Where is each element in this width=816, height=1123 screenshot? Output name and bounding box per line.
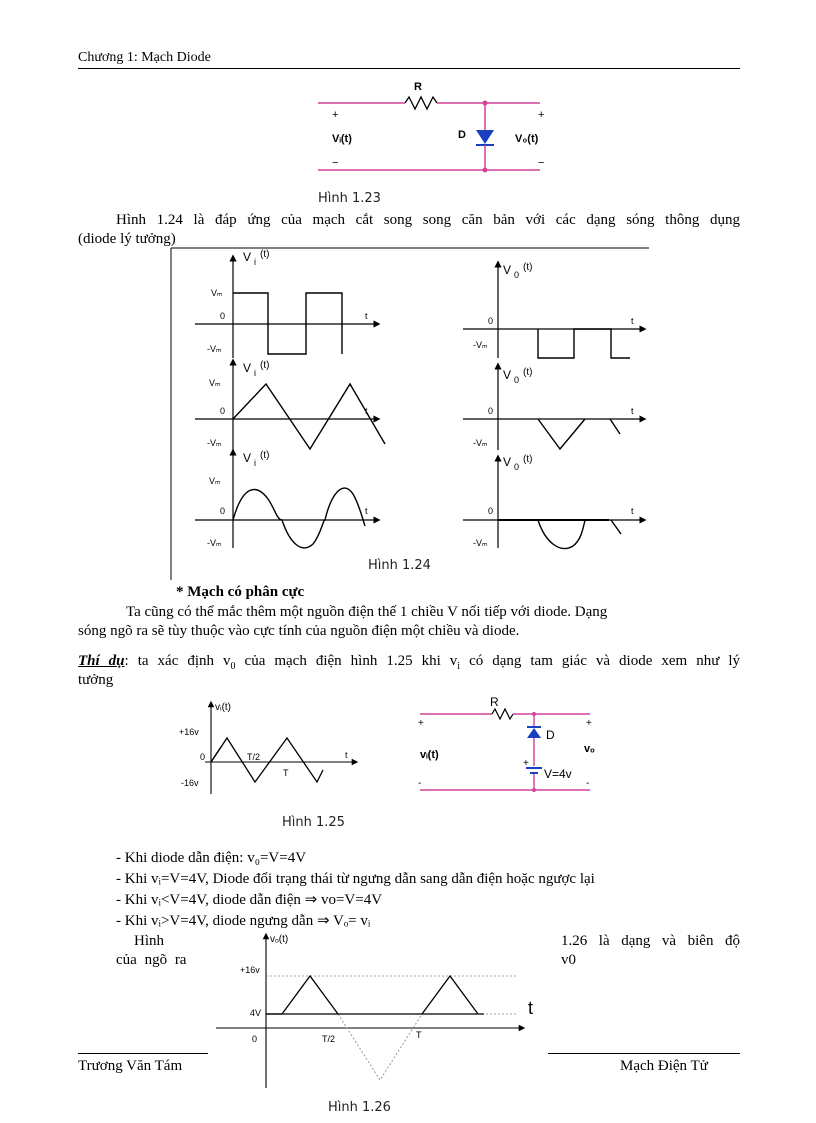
caption-1-24: Hình 1.24 <box>368 558 431 573</box>
svg-text:t: t <box>631 406 634 416</box>
svg-text:+: + <box>586 718 592 729</box>
list-item: - Khi vᵢ>V=4V, diode ngưng dẫn ⇒ Vₒ= vᵢ <box>116 913 371 929</box>
plus-right: + <box>538 109 545 121</box>
svg-text:-Vₘ: -Vₘ <box>207 438 222 448</box>
figure-1-26-output-wave <box>212 930 552 1090</box>
svg-text:-Vₘ: -Vₘ <box>473 438 488 448</box>
caption-1-25: Hình 1.25 <box>282 815 345 830</box>
svg-text:D: D <box>546 728 555 742</box>
paragraph-3-right2: v0 <box>561 952 576 968</box>
svg-text:t: t <box>365 506 368 516</box>
svg-text:0: 0 <box>488 406 494 416</box>
paragraph-3-left2: của ngõ ra <box>116 952 187 968</box>
svg-text:+: + <box>523 758 529 769</box>
svg-text:-Vₘ: -Vₘ <box>207 538 222 548</box>
triangle-output-wave <box>538 419 585 449</box>
vout-label: V₀(t) <box>515 133 539 145</box>
caption-1-26: Hình 1.26 <box>328 1100 391 1115</box>
svg-text:Vi(t): V $_i^{(t)}$ <box>243 360 270 378</box>
svg-text:+16v: +16v <box>179 727 199 737</box>
svg-text:V=4v: V=4v <box>544 767 572 781</box>
svg-text:T/2: T/2 <box>322 1034 336 1044</box>
list-item: - Khi vᵢ<V=4V, diode dẫn điện ⇒ vo=V=4V <box>116 892 383 908</box>
paragraph-2-line1: Ta cũng có thể mắc thêm một nguồn điện thế 1 chiều V nối tiếp với diode. Dạng <box>126 604 608 620</box>
figure-1-24-waveforms <box>165 244 655 584</box>
svg-text:vₒ(t): vₒ(t) <box>270 934 289 945</box>
minus-left: − <box>332 157 339 169</box>
svg-text:vₒ: vₒ <box>584 743 595 755</box>
svg-text:-16v: -16v <box>181 778 199 788</box>
sine-output-wave <box>538 520 585 548</box>
svg-text:T: T <box>283 768 289 778</box>
list-item: - Khi diode dẫn điện: v₀=V=4V <box>116 850 307 866</box>
svg-text:Vi(t): V $_i^{(t)}$ <box>243 249 270 267</box>
svg-text:V0(t): V $_0^{(t)}$ <box>503 367 533 385</box>
svg-text:T/2: T/2 <box>247 752 261 762</box>
chapter-header: Chương 1: Mạch Diode <box>78 50 211 65</box>
footer-title: Mạch Điện Tử <box>620 1058 708 1074</box>
svg-text:R: R <box>490 695 499 709</box>
svg-text:4V: 4V <box>250 1008 262 1018</box>
svg-text:Vi(t): V $_i^{(t)}$ <box>243 450 270 468</box>
paragraph-1-line2: (diode lý tưởng) <box>78 231 176 247</box>
svg-text:Vₘ: Vₘ <box>209 378 221 388</box>
footer-author: Trương Văn Tám <box>78 1058 183 1074</box>
figure-1-25-input-wave <box>175 698 365 798</box>
footer-rule-left <box>78 1053 208 1054</box>
svg-text:vᵢ(t): vᵢ(t) <box>215 702 232 713</box>
section-title: * Mạch có phân cực <box>176 584 305 600</box>
svg-text:Vₘ: Vₘ <box>211 288 223 298</box>
diode-label: D <box>458 129 466 141</box>
resistor-label: R <box>414 81 422 93</box>
svg-text:0: 0 <box>252 1034 258 1044</box>
svg-text:V0(t): V $_0^{(t)}$ <box>503 454 533 472</box>
svg-text:Vₘ: Vₘ <box>209 476 221 486</box>
svg-text:+: + <box>418 718 424 729</box>
figure-1-23-circuit <box>310 78 560 188</box>
footer-rule-right <box>548 1053 740 1054</box>
paragraph-3-left1: Hình <box>134 933 164 949</box>
svg-text:-: - <box>418 778 422 789</box>
svg-text:-Vₘ: -Vₘ <box>473 340 488 350</box>
svg-text:0: 0 <box>220 506 226 516</box>
vin-label: Vᵢ(t) <box>332 133 352 145</box>
minus-right: − <box>538 157 545 169</box>
header-rule <box>78 68 740 69</box>
svg-text:0: 0 <box>200 752 206 762</box>
svg-text:t: t <box>631 316 634 326</box>
svg-text:t: t <box>365 311 368 321</box>
square-output-wave <box>538 329 630 358</box>
svg-text:0: 0 <box>488 506 494 516</box>
svg-text:V0(t): V $_0^{(t)}$ <box>503 262 533 280</box>
example-label: Thí dụ <box>78 653 125 669</box>
list-item: - Khi vᵢ=V=4V, Diode đổi trạng thái từ ngưng dẫn sang dẫn điện hoặc ngược lại <box>116 871 595 887</box>
svg-text:t: t <box>365 406 368 416</box>
svg-text:t: t <box>631 506 634 516</box>
paragraph-2-line2: sóng ngõ ra sẽ tùy thuộc vào cực tính của nguồn điện một chiều và diode. <box>78 623 520 639</box>
svg-text:0: 0 <box>220 311 226 321</box>
svg-text:-Vₘ: -Vₘ <box>473 538 488 548</box>
plus-left: + <box>332 109 339 121</box>
svg-text:T: T <box>416 1030 422 1040</box>
svg-text:t: t <box>528 998 534 1018</box>
example-line2: tưởng <box>78 672 114 688</box>
paragraph-1-line1: Hình 1.24 là đáp ứng của mạch cắt song song căn bản với các dạng sóng thông dụng <box>116 212 740 228</box>
svg-text:+16v: +16v <box>240 965 260 975</box>
paragraph-3-right1: 1.26 là dạng và biên độ <box>561 933 740 949</box>
svg-text:vᵢ(t): vᵢ(t) <box>420 749 439 761</box>
svg-text:0: 0 <box>220 406 226 416</box>
svg-text:t: t <box>345 750 348 760</box>
svg-text:-Vₘ: -Vₘ <box>207 344 222 354</box>
condition-list <box>116 848 595 932</box>
svg-text:-: - <box>586 778 590 789</box>
svg-text:0: 0 <box>488 316 494 326</box>
sine-input-wave <box>233 488 365 548</box>
example-line1: Thí dụ: ta xác định $v_0$ của mạch điện hình 1.25 khi $v_i$ có dạng tam giác và diode xem như lý <box>78 653 740 672</box>
caption-1-23: Hình 1.23 <box>318 191 381 206</box>
figure-1-25-circuit <box>412 694 602 794</box>
